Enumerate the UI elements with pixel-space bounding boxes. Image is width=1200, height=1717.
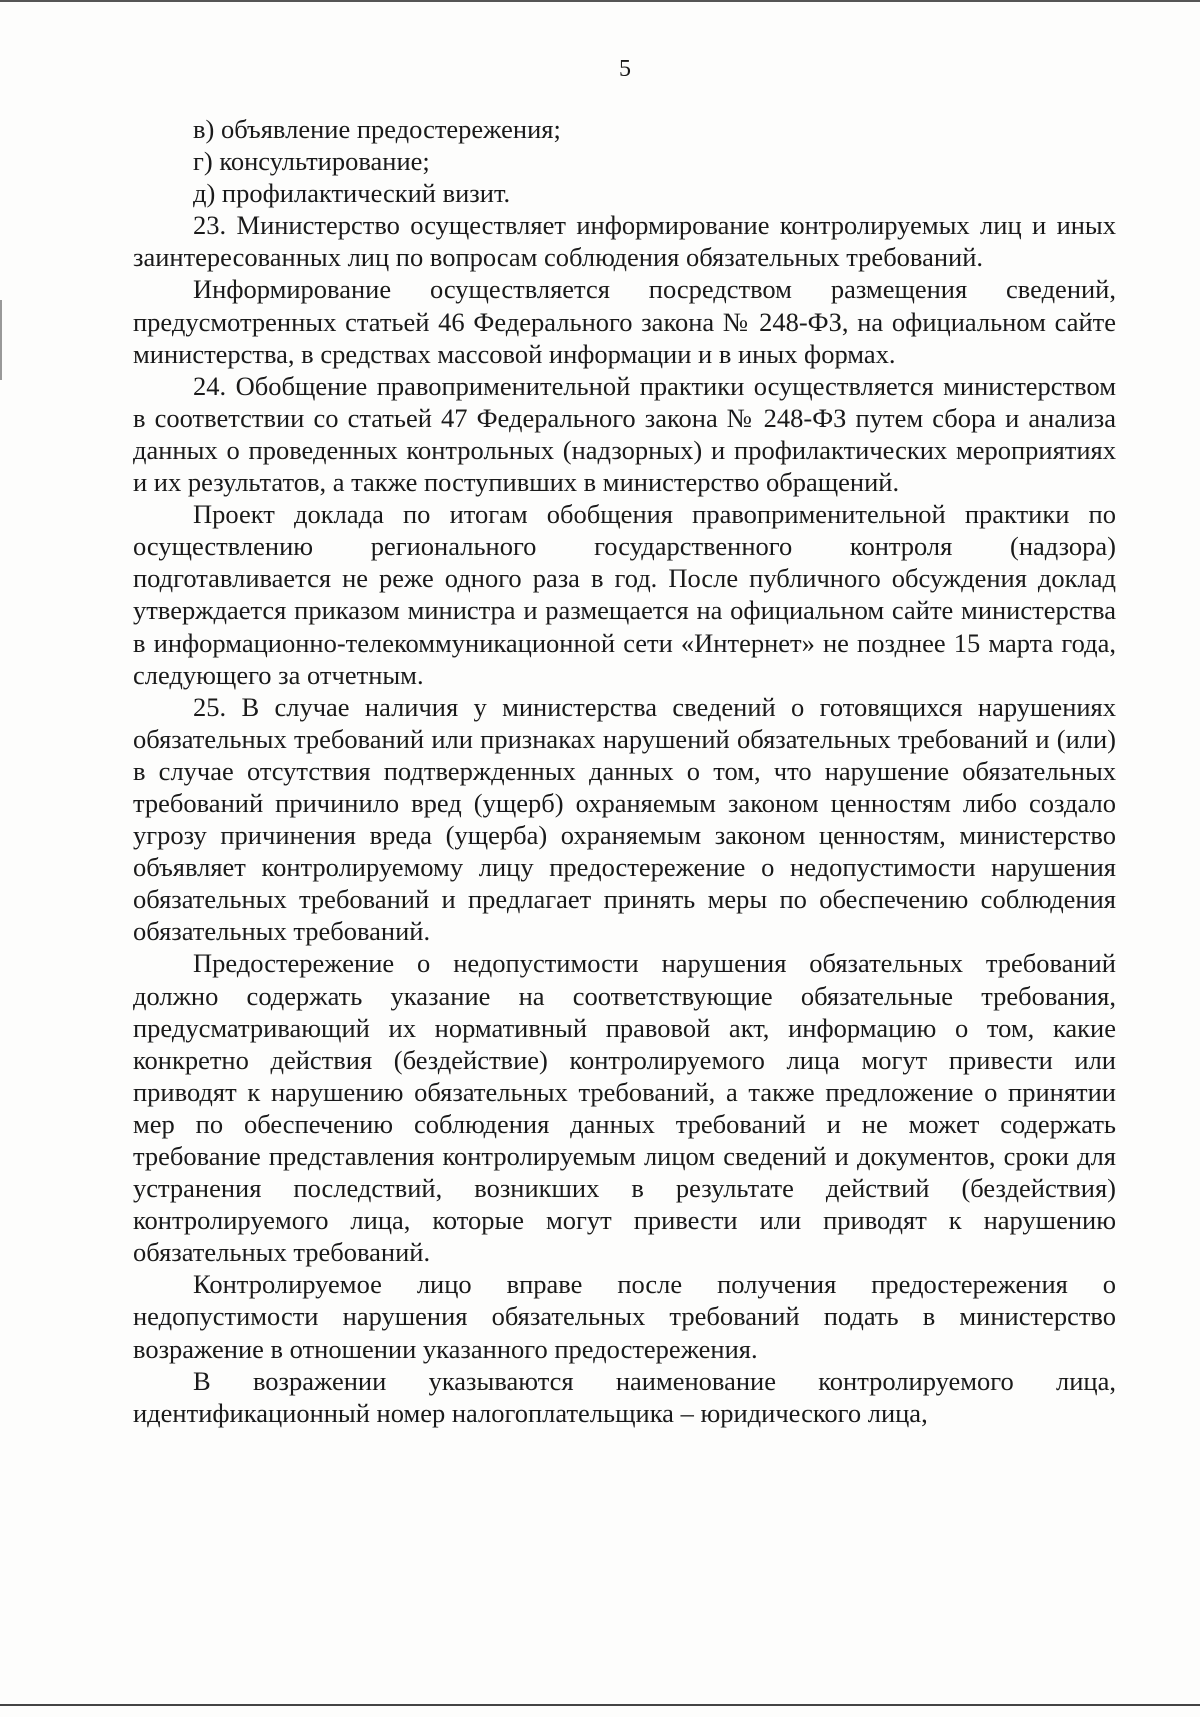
paragraph-informing: Информирование осуществляется посредством размещения сведений, предусмотренных статьей 46 Федерального закона № 248-ФЗ, на официальном сайте министерства, в средствах массовой информации и в иных формах. — [133, 274, 1116, 369]
paragraph-24: 24. Обобщение правоприменительной практики осуществляется министерством в соответствии со статьей 47 Федерального закона № 248-ФЗ путем сбора и анализа данных о проведенных контрольных (надзорных) и профилактических мероприятиях и их результатов, а также поступивших в министерство обращений. — [133, 370, 1116, 498]
paragraph-objection-details: В возражении указываются наименование контролируемого лица, идентификационный номер налогоплательщика – юридического лица, — [133, 1365, 1116, 1428]
paragraph-warning-content: Предостережение о недопустимости нарушения обязательных требований должно содержать указание на соответствующие обязательные требования, предусматривающий их нормативный правовой акт, информацию о том, какие конкретно действия (бездействие) контролируемого лица могут привести или приводят к нарушению обязательных требований, а также предложение о принятии мер по обеспечению соблюдения данных требований и не может содержать требование представления контролируемым лицом сведений и документов, сроки для устранения последствий, возникших в результате действий (бездействия) контролируемого лица, которые могут привести или приводят к нарушению обязательных требований. — [133, 948, 1116, 1268]
paragraph-25: 25. В случае наличия у министерства сведений о готовящихся нарушениях обязательных требований или признаках нарушений обязательных требований и (или) в случае отсутствия подтвержденных данных о том, что нарушение обязательных требований причинило вред (ущерб) охраняемым законом ценностям либо создало угрозу причинения вреда (ущерба) охраняемым законом ценностям, министерство объявляет контролируемому лицу предостережение о недопустимости нарушения обязательных требований и предлагает принять меры по обеспечению соблюдения обязательных требований. — [133, 691, 1116, 947]
list-item-g: г) консультирование; — [193, 146, 430, 177]
list-item-v: в) объявление предостережения; — [193, 114, 561, 144]
scan-bottom-edge — [0, 1704, 1200, 1706]
scan-left-mark — [0, 300, 2, 380]
paragraph-report-draft: Проект доклада по итогам обобщения правоприменительной практики по осуществлению регионального государственного контроля (надзора) подготавливается не реже одного раза в год. После публичного обсуждения доклад утверждается приказом министра и размещается на официальном сайте министерства в информационно-телекоммуникационной сети «Интернет» не позднее 15 марта года, следующего за отчетным. — [133, 499, 1116, 690]
paragraph-objection-right: Контролируемое лицо вправе после получения предостережения о недопустимости нарушения обязательных требований подать в министерство возражение в отношении указанного предостережения. — [133, 1269, 1116, 1364]
page-number: 5 — [619, 56, 631, 82]
document-body — [133, 113, 1116, 1429]
list-item-d: д) профилактический визит. — [193, 178, 511, 209]
scan-top-edge — [0, 0, 1200, 2]
paragraph-23: 23. Министерство осуществляет информирование контролируемых лиц и иных заинтересованных лиц по вопросам соблюдения обязательных требований. — [133, 210, 1116, 273]
